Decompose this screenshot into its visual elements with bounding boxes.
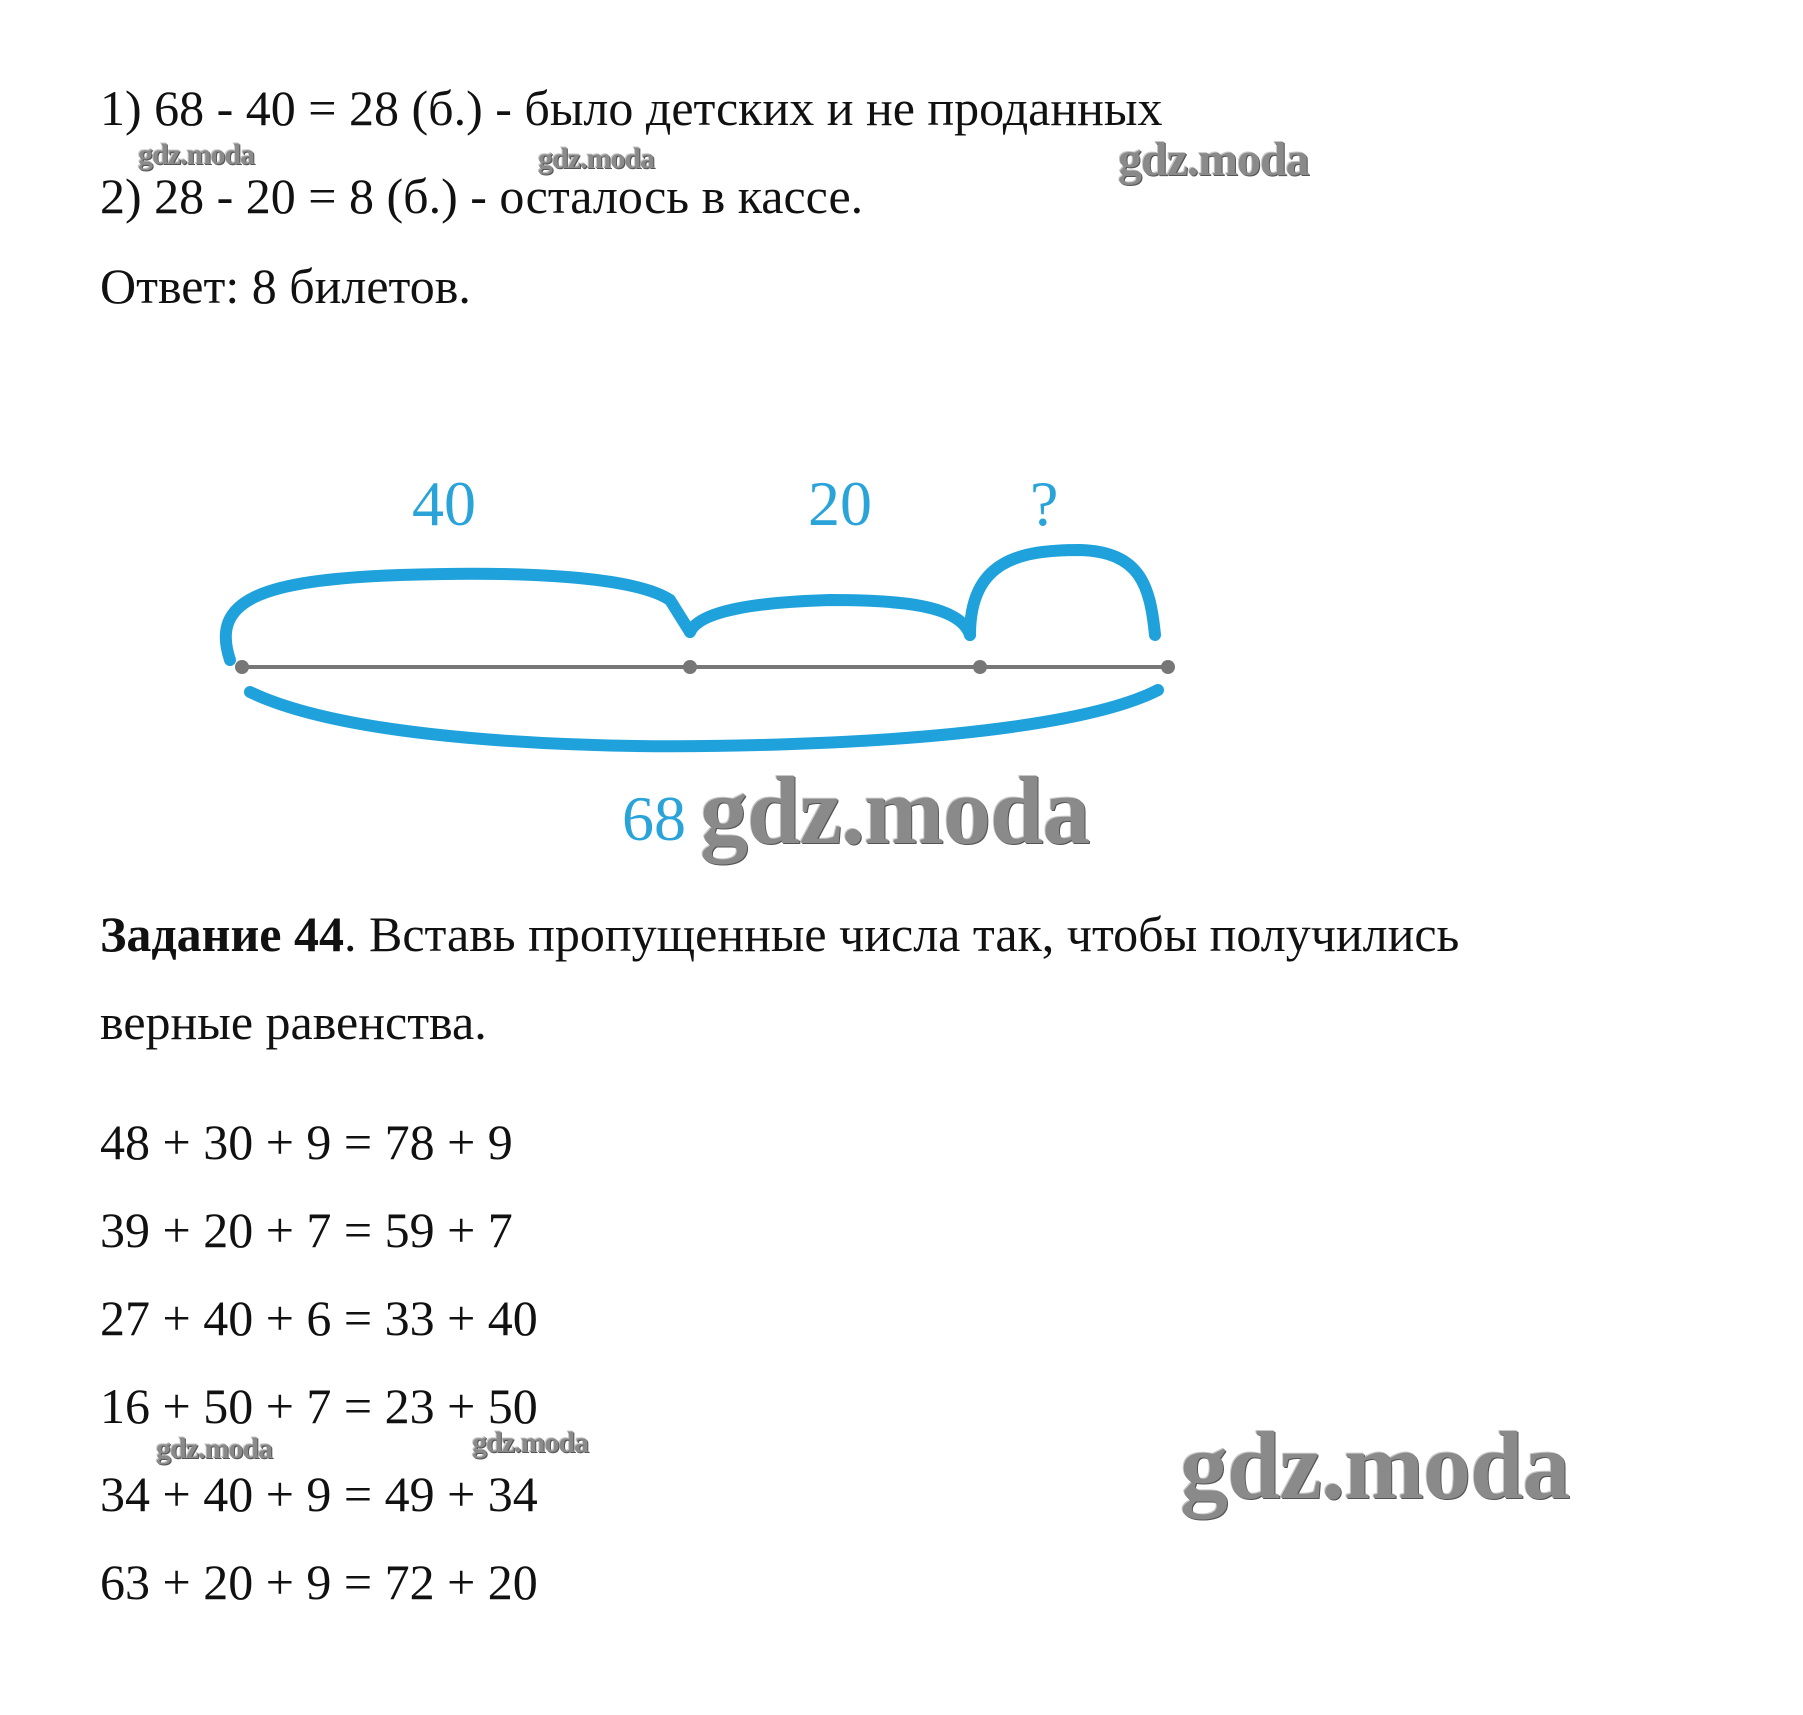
solution-answer: Ответ: 8 билетов.	[100, 258, 471, 314]
watermark: gdz.moda	[138, 138, 255, 171]
equation-2: 39 + 20 + 7 = 59 + 7	[100, 1202, 513, 1258]
equation-1: 48 + 30 + 9 = 78 + 9	[100, 1114, 513, 1170]
equation-4: 16 + 50 + 7 = 23 + 50	[100, 1378, 538, 1434]
label-total: 68	[622, 783, 686, 854]
label-segment-unknown: ?	[1030, 468, 1059, 539]
watermark: gdz.moda	[472, 1426, 589, 1459]
watermark: gdz.moda	[156, 1432, 273, 1465]
equation-3: 27 + 40 + 6 = 33 + 40	[100, 1290, 538, 1346]
equation-6: 63 + 20 + 9 = 72 + 20	[100, 1554, 538, 1610]
label-segment-20: 20	[808, 468, 872, 539]
solution-step-1: 1) 68 - 40 = 28 (б.) - было детских и не проданных	[100, 80, 1163, 136]
watermark: gdz.moda	[538, 142, 655, 175]
brace-segment-20	[690, 600, 970, 635]
watermark: gdz.moda	[1180, 1412, 1570, 1519]
task-44-title: Задание 44	[100, 906, 344, 962]
segment-point	[235, 660, 249, 674]
watermark: gdz.moda	[1118, 133, 1309, 186]
segment-point	[683, 660, 697, 674]
solution-step-2: 2) 28 - 20 = 8 (б.) - осталось в кассе.	[100, 168, 864, 224]
task-44-text-line1: . Вставь пропущенные числа так, чтобы получились	[344, 906, 1460, 962]
brace-total	[250, 690, 1158, 746]
equation-5: 34 + 40 + 9 = 49 + 34	[100, 1466, 538, 1522]
watermark: gdz.moda	[700, 757, 1090, 864]
brace-segment-40	[226, 574, 690, 660]
segment-point	[973, 660, 987, 674]
label-segment-40: 40	[412, 468, 476, 539]
task-44-text-line2: верные равенства.	[100, 994, 487, 1050]
segment-point	[1161, 660, 1175, 674]
task-44-heading	[100, 904, 1459, 964]
brace-segment-unknown	[970, 550, 1155, 635]
